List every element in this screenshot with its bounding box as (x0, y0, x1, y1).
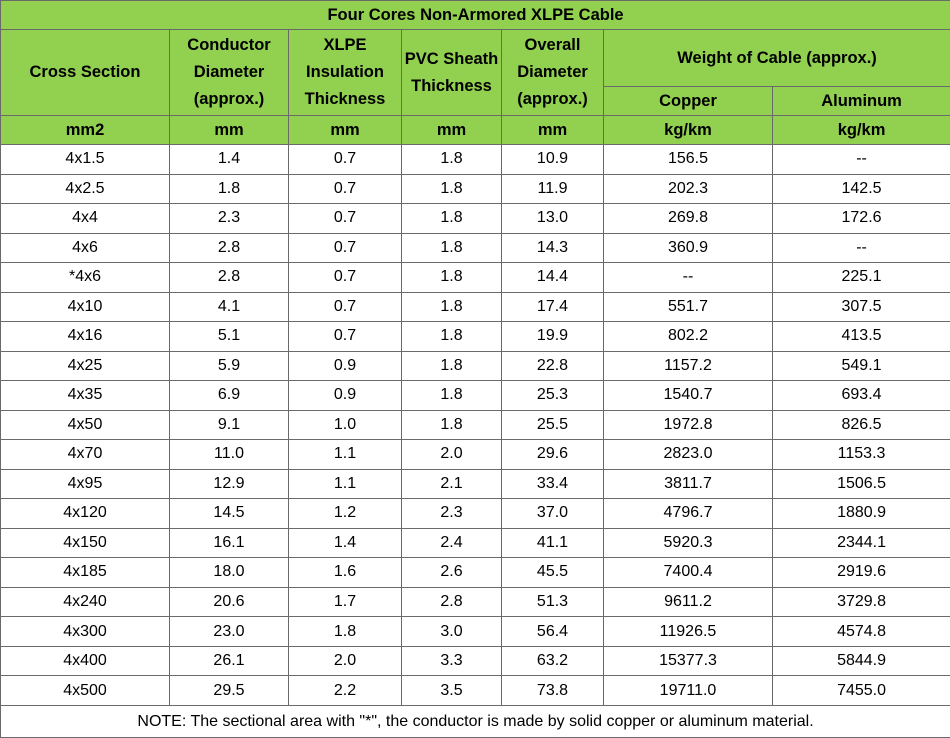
table-cell: 29.5 (170, 676, 289, 706)
table-cell: 4x10 (1, 292, 170, 322)
table-cell: 142.5 (773, 174, 950, 204)
table-row (1, 646, 950, 676)
table-cell: 307.5 (773, 292, 950, 322)
table-cell: 1.4 (289, 528, 402, 558)
table-cell: 4x95 (1, 469, 170, 499)
unit-cell: kg/km (604, 116, 773, 145)
table-cell: 37.0 (502, 499, 604, 529)
table-cell: 1.8 (402, 292, 502, 322)
table-row (1, 499, 950, 529)
table-row (1, 174, 950, 204)
table-cell: 2.1 (402, 469, 502, 499)
table-row (1, 145, 950, 175)
table-cell: 26.1 (170, 646, 289, 676)
table-row (1, 617, 950, 647)
table-cell: 2.8 (402, 587, 502, 617)
table-cell: 1.6 (289, 558, 402, 588)
table-row (1, 558, 950, 588)
table-cell: 1880.9 (773, 499, 950, 529)
table-cell: 2.0 (402, 440, 502, 470)
table-cell: 22.8 (502, 351, 604, 381)
table-cell: 551.7 (604, 292, 773, 322)
table-row (1, 322, 950, 352)
header-copper: Copper (604, 87, 773, 116)
table-cell: 18.0 (170, 558, 289, 588)
table-cell: 0.7 (289, 204, 402, 234)
table-cell: -- (773, 145, 950, 175)
table-cell: 4x500 (1, 676, 170, 706)
unit-cell: mm (170, 116, 289, 145)
table-row (1, 292, 950, 322)
table-cell: 7400.4 (604, 558, 773, 588)
table-row (1, 676, 950, 706)
table-cell: 17.4 (502, 292, 604, 322)
table-cell: 4x6 (1, 233, 170, 263)
table-cell: 1.7 (289, 587, 402, 617)
table-cell: 0.7 (289, 292, 402, 322)
table-note: NOTE: The sectional area with "*", the conductor is made by solid copper or aluminum material. (1, 706, 950, 738)
table-cell: 0.7 (289, 322, 402, 352)
table-cell: 1.1 (289, 469, 402, 499)
table-cell: 4x70 (1, 440, 170, 470)
table-body (1, 145, 950, 706)
table-cell: 4x185 (1, 558, 170, 588)
table-cell: 19711.0 (604, 676, 773, 706)
table-cell: 3.5 (402, 676, 502, 706)
table-cell: 41.1 (502, 528, 604, 558)
table-cell: 5844.9 (773, 646, 950, 676)
unit-cell: mm2 (1, 116, 170, 145)
table-cell: 2344.1 (773, 528, 950, 558)
table-cell: 1.8 (402, 263, 502, 293)
header-overall-diameter: Overall Diameter (approx.) (502, 30, 604, 116)
table-cell: 0.7 (289, 263, 402, 293)
unit-cell: mm (402, 116, 502, 145)
table-cell: 0.7 (289, 145, 402, 175)
table-cell: 172.6 (773, 204, 950, 234)
table-cell: 2.6 (402, 558, 502, 588)
table-cell: 4x1.5 (1, 145, 170, 175)
table-cell: 2823.0 (604, 440, 773, 470)
table-cell: 56.4 (502, 617, 604, 647)
table-cell: 4x35 (1, 381, 170, 411)
header-xlpe-insulation: XLPE Insulation Thickness (289, 30, 402, 116)
table-cell: 1972.8 (604, 410, 773, 440)
table-cell: 2.4 (402, 528, 502, 558)
header-weight: Weight of Cable (approx.) (604, 30, 950, 87)
unit-cell: kg/km (773, 116, 950, 145)
table-cell: 4796.7 (604, 499, 773, 529)
table-cell: 1.1 (289, 440, 402, 470)
table-cell: 4x120 (1, 499, 170, 529)
table-cell: 3.0 (402, 617, 502, 647)
table-cell: 12.9 (170, 469, 289, 499)
table-cell: 45.5 (502, 558, 604, 588)
header-aluminum: Aluminum (773, 87, 950, 116)
table-cell: 360.9 (604, 233, 773, 263)
table-cell: 2919.6 (773, 558, 950, 588)
table-cell: 202.3 (604, 174, 773, 204)
table-cell: 25.3 (502, 381, 604, 411)
table-cell: 9.1 (170, 410, 289, 440)
table-cell: 3811.7 (604, 469, 773, 499)
table-title: Four Cores Non-Armored XLPE Cable (1, 1, 950, 30)
table-cell: 4x300 (1, 617, 170, 647)
table-cell: 0.9 (289, 351, 402, 381)
table-cell: 33.4 (502, 469, 604, 499)
table-cell: -- (773, 233, 950, 263)
table-cell: 4x150 (1, 528, 170, 558)
table-cell: 1.2 (289, 499, 402, 529)
table-cell: 826.5 (773, 410, 950, 440)
table-cell: 11926.5 (604, 617, 773, 647)
table-cell: 1153.3 (773, 440, 950, 470)
table-cell: 13.0 (502, 204, 604, 234)
table-row (1, 263, 950, 293)
table-cell: 11.0 (170, 440, 289, 470)
table-cell: 802.2 (604, 322, 773, 352)
table-cell: 1.8 (402, 174, 502, 204)
table-cell: 2.0 (289, 646, 402, 676)
table-cell: 5.9 (170, 351, 289, 381)
table-cell: 4x400 (1, 646, 170, 676)
header-conductor-diameter: Conductor Diameter (approx.) (170, 30, 289, 116)
table-cell: 1.8 (402, 351, 502, 381)
table-cell: 156.5 (604, 145, 773, 175)
table-cell: 1540.7 (604, 381, 773, 411)
table-cell: 29.6 (502, 440, 604, 470)
table-cell: 25.5 (502, 410, 604, 440)
table-cell: 3.3 (402, 646, 502, 676)
table-cell: 0.7 (289, 233, 402, 263)
table-cell: 0.9 (289, 381, 402, 411)
table-cell: 693.4 (773, 381, 950, 411)
table-cell: 1.8 (402, 381, 502, 411)
table-cell: 2.3 (402, 499, 502, 529)
table-cell: 549.1 (773, 351, 950, 381)
table-row (1, 351, 950, 381)
table-cell: 4.1 (170, 292, 289, 322)
table-cell: 2.8 (170, 233, 289, 263)
table-cell: 4x50 (1, 410, 170, 440)
table-cell: 4x25 (1, 351, 170, 381)
table-row (1, 410, 950, 440)
table-cell: 4x16 (1, 322, 170, 352)
table-cell: 73.8 (502, 676, 604, 706)
table-cell: 6.9 (170, 381, 289, 411)
table-cell: 1506.5 (773, 469, 950, 499)
table-cell: 2.2 (289, 676, 402, 706)
table-cell: 1.8 (402, 322, 502, 352)
table-cell: 5.1 (170, 322, 289, 352)
table-cell: 14.4 (502, 263, 604, 293)
table-cell: 4x240 (1, 587, 170, 617)
unit-cell: mm (502, 116, 604, 145)
table-cell: 5920.3 (604, 528, 773, 558)
table-cell: -- (604, 263, 773, 293)
table-cell: 0.7 (289, 174, 402, 204)
table-row (1, 204, 950, 234)
table-cell: 4574.8 (773, 617, 950, 647)
table-cell: 9611.2 (604, 587, 773, 617)
table-cell: 51.3 (502, 587, 604, 617)
header-pvc-sheath: PVC Sheath Thickness (402, 30, 502, 116)
unit-cell: mm (289, 116, 402, 145)
header-cross-section: Cross Section (1, 30, 170, 116)
table-cell: *4x6 (1, 263, 170, 293)
table-cell: 2.8 (170, 263, 289, 293)
table-row (1, 381, 950, 411)
table-cell: 1.8 (402, 233, 502, 263)
table-cell: 16.1 (170, 528, 289, 558)
table-cell: 15377.3 (604, 646, 773, 676)
table-row (1, 528, 950, 558)
table-row (1, 440, 950, 470)
table-cell: 225.1 (773, 263, 950, 293)
table-cell: 413.5 (773, 322, 950, 352)
table-cell: 14.3 (502, 233, 604, 263)
table-cell: 1.8 (289, 617, 402, 647)
table-cell: 63.2 (502, 646, 604, 676)
table-cell: 10.9 (502, 145, 604, 175)
table-row (1, 233, 950, 263)
table-cell: 2.3 (170, 204, 289, 234)
table-cell: 3729.8 (773, 587, 950, 617)
table-cell: 19.9 (502, 322, 604, 352)
table-cell: 23.0 (170, 617, 289, 647)
table-cell: 4x4 (1, 204, 170, 234)
table-cell: 14.5 (170, 499, 289, 529)
table-cell: 4x2.5 (1, 174, 170, 204)
table-cell: 11.9 (502, 174, 604, 204)
table-cell: 7455.0 (773, 676, 950, 706)
table-cell: 1.4 (170, 145, 289, 175)
table-row (1, 587, 950, 617)
table-cell: 269.8 (604, 204, 773, 234)
table-cell: 1.8 (402, 145, 502, 175)
table-cell: 1.0 (289, 410, 402, 440)
table-cell: 1.8 (402, 410, 502, 440)
table-cell: 1.8 (170, 174, 289, 204)
table-cell: 1157.2 (604, 351, 773, 381)
table-cell: 1.8 (402, 204, 502, 234)
table-cell: 20.6 (170, 587, 289, 617)
table-row (1, 469, 950, 499)
